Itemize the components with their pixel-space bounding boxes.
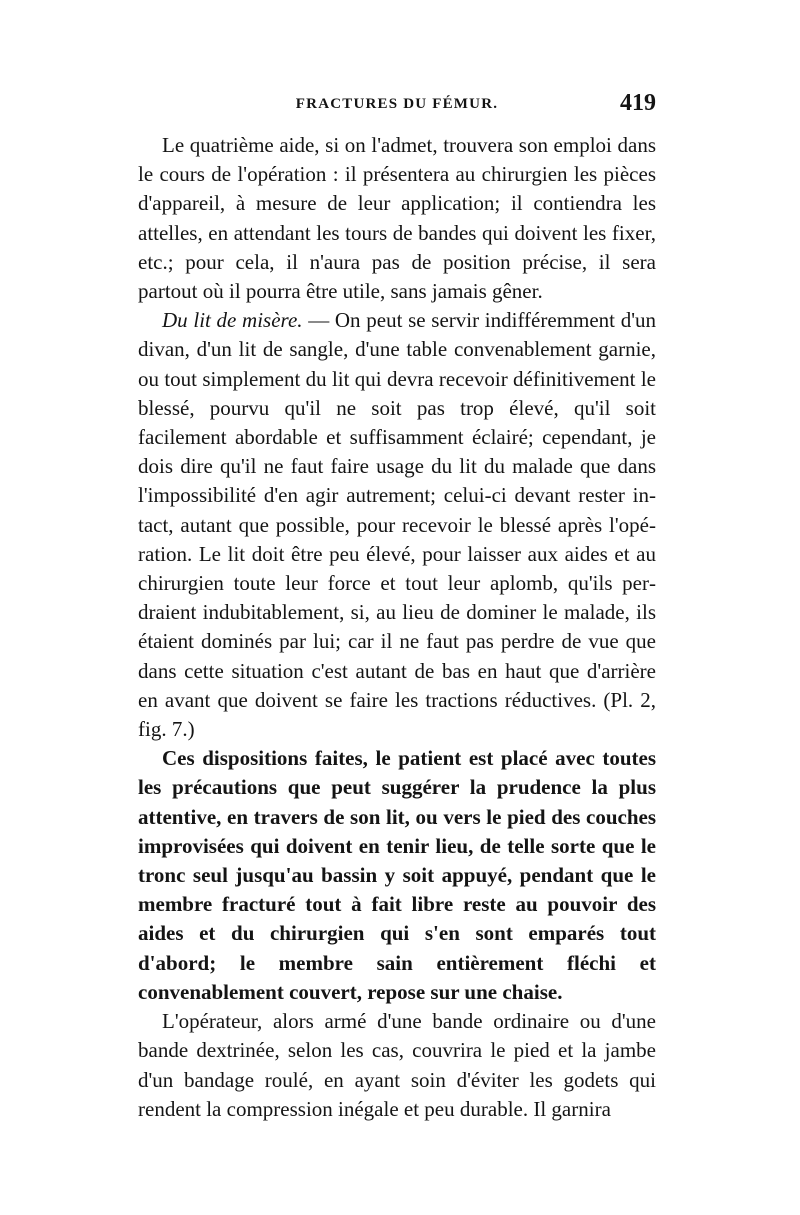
paragraph (138, 744, 656, 1007)
body-text (138, 131, 656, 1124)
paragraph-text: Ces dispositions faites, le patient est placé avec toutes les précautions que peut suggérer la prudence la plus attentive, en travers de son lit, ou vers le pied des couches improvisées qui doivent en tenir lieu, de telle sorte que le tronc seul jusqu'au bassin y soit appuyé, pendant que le membre fracturé tout à fait libre reste au pouvoir des aides et du chirurgien qui s'en sont emparés tout d'abord; le membre sain entièrement fléchi et convenablement couvert, repose sur une chaise. (138, 746, 656, 1004)
section-lead: Du lit de misère. (162, 308, 303, 333)
paragraph (138, 1007, 656, 1124)
paragraph-text: L'opérateur, alors armé d'une bande ordinaire ou d'une bande dextrinée, selon les cas, couvrira le pied et la jambe d'un bandage roulé, en ayant soin d'éviter les godets qui rendent la compression inégale et peu durable. Il garnira (138, 1009, 656, 1121)
running-title: FRACTURES DU FÉMUR. (295, 96, 499, 112)
paragraph-text: — On peut se servir indifféremment d'un divan, d'un lit de sangle, d'une table convenablement garnie, ou tout simplement du lit qui devra recevoir définitivement le blessé, pourvu qu'il ne soit pas trop élevé, qu'il soit facilement abordable et suffisamment éclairé; cependant, je dois dire qu'il ne faut faire usage du lit du malade que dans l'impossibilité d'en agir autrement; celui-ci devant rester intact, autant que possible, pour recevoir le blessé après l'opération. Le lit doit être peu élevé, pour laisser aux aides et au chirurgien toute leur force et tout leur aplomb, qu'ils perdraient indubitablement, si, au lieu de dominer le malade, ils étaient dominés par lui; car il ne faut pas perdre de vue que dans cette situation c'est autant de bas en haut que d'arrière en avant que doivent se faire les tractions réductives. (Pl. 2, fig. 7.) (138, 308, 656, 742)
paragraph (138, 306, 656, 744)
paragraph (138, 131, 656, 306)
paragraph-text: Le quatrième aide, si on l'admet, trouvera son emploi dans le cours de l'opération : il présentera au chirurgien les pièces d'appareil, à mesure de leur application; il contiendra les attelles, en attendant les tours de bandes qui doivent les fixer, etc.; pour cela, il n'aura pas de position précise, il sera partout où il pourra être utile, sans jamais gêner. (138, 133, 656, 304)
page-number: 419 (620, 90, 656, 116)
page-header (138, 90, 656, 124)
